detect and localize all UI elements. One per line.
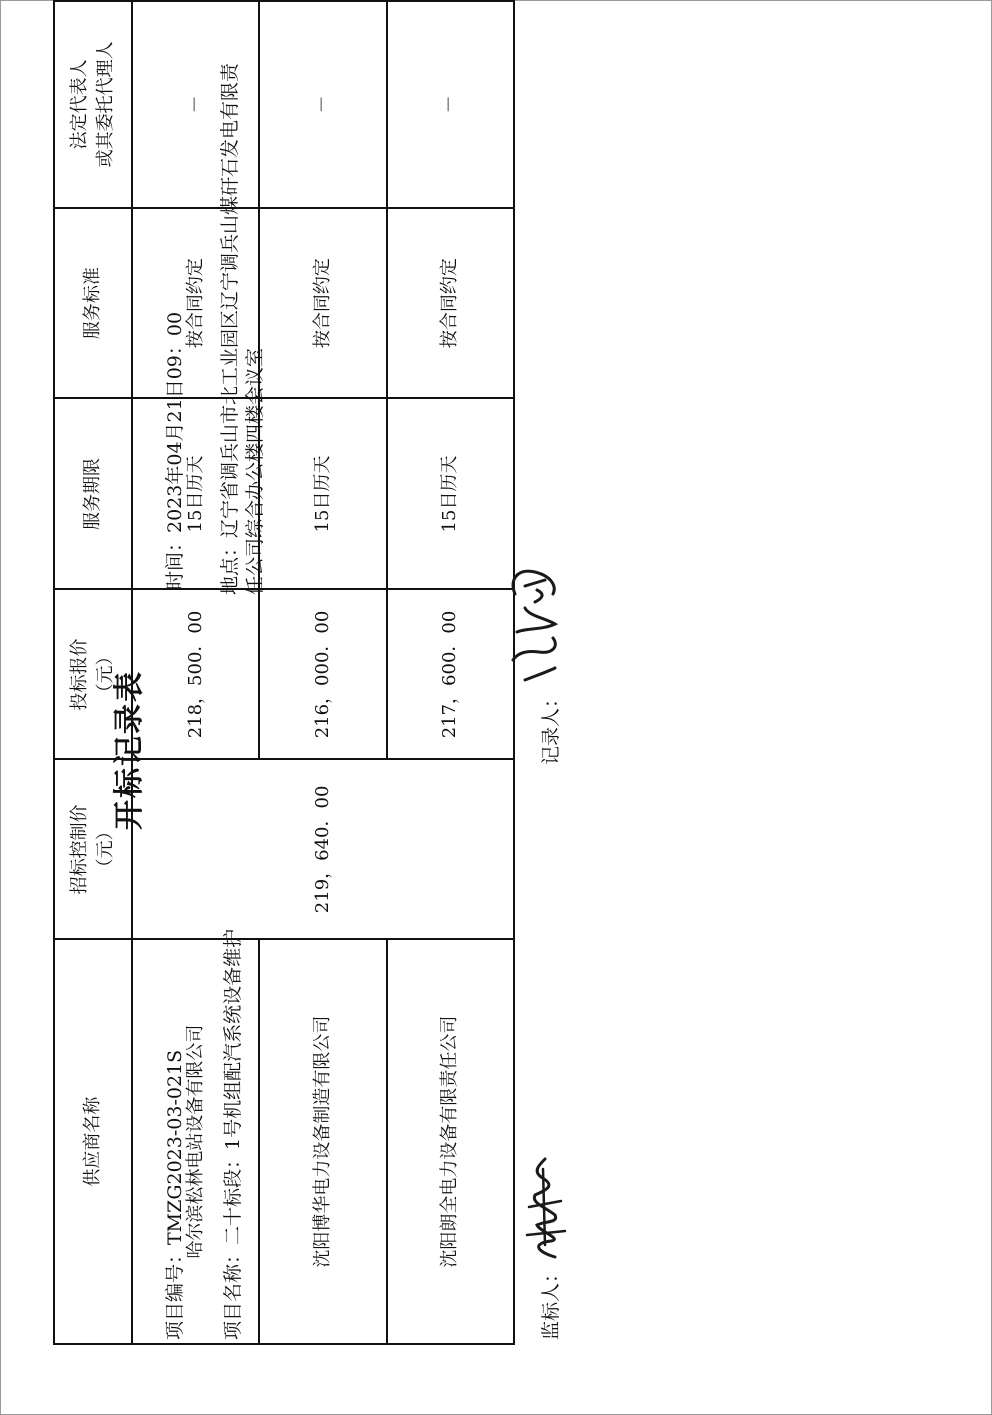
cell-legal-rep: － <box>387 1 514 208</box>
header-service-standard: 服务标准 <box>54 208 132 399</box>
cell-service-period: 15日历天 <box>132 399 259 590</box>
table-row <box>132 1 259 1344</box>
header-legal-rep-line1: 法定代表人 <box>69 59 90 150</box>
meeting-time: 时间：2023年04月21日09：00 <box>164 311 186 590</box>
table-header-row <box>54 1 132 1344</box>
cell-service-standard: 按合同约定 <box>132 208 259 399</box>
supervisor-signature <box>515 1145 575 1265</box>
cell-supplier: 沈阳朗全电力设备有限责任公司 <box>387 939 514 1344</box>
header-service-period: 服务期限 <box>54 399 132 590</box>
header-bid-price <box>54 589 132 759</box>
cell-bid-price: 217，600．00 <box>387 589 514 759</box>
header-legal-rep <box>54 1 132 208</box>
cell-service-period: 15日历天 <box>259 399 386 590</box>
header-supplier: 供应商名称 <box>54 939 132 1344</box>
header-bid-price-line2: （元） <box>95 647 116 702</box>
cell-bid-price: 216，000．00 <box>259 589 386 759</box>
control-price-value: 219，640．00 <box>312 785 333 914</box>
cell-service-standard: 按合同约定 <box>387 208 514 399</box>
bid-opening-table <box>53 0 515 1345</box>
cell-bid-price: 218，500．00 <box>132 589 259 759</box>
supervisor-label: 监标人： <box>540 1263 562 1340</box>
header-bid-price-line1: 投标报价 <box>69 638 90 711</box>
project-name: 项目名称：二十标段：1号机组配汽系统设备维护 <box>222 928 244 1340</box>
header-control-price <box>54 759 132 939</box>
header-control-price-line1: 招标控制价 <box>69 804 90 895</box>
cell-supplier: 沈阳博华电力设备制造有限公司 <box>259 939 386 1344</box>
recorder-label: 记录人： <box>540 688 562 765</box>
cell-supplier: 哈尔滨松林电站设备有限公司 <box>132 939 259 1344</box>
project-number: 项目编号：TMZG2023-03-021S <box>164 1049 186 1340</box>
cell-legal-rep: － <box>259 1 386 208</box>
header-control-price-line2: （元） <box>95 822 116 877</box>
header-legal-rep-line2: 或其委托代理人 <box>95 41 116 168</box>
recorder-signature <box>495 560 580 690</box>
cell-service-period: 15日历天 <box>387 399 514 590</box>
cell-control-price <box>132 759 514 939</box>
cell-legal-rep: － <box>132 1 259 208</box>
table-row <box>259 1 386 1344</box>
meeting-location: 地点：辽宁省调兵山市北工业园区辽宁调兵山煤矸石发电有限责任公司综合办公楼四楼会议室 <box>219 62 266 595</box>
page-title: 开标记录表 <box>112 670 147 830</box>
cell-service-standard: 按合同约定 <box>259 208 386 399</box>
